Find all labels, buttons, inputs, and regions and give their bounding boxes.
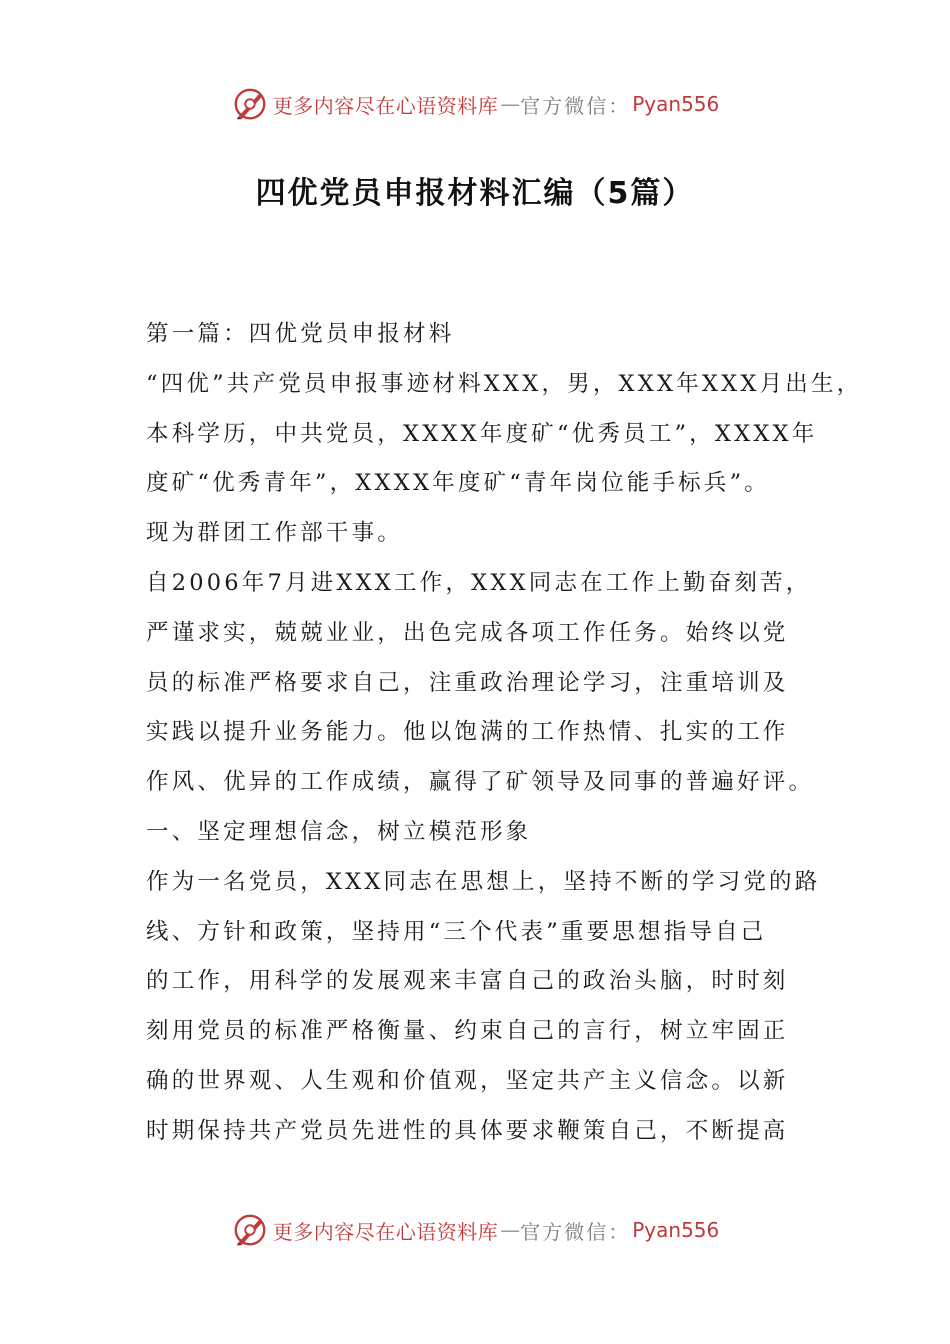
body-line: 本科学历，中共党员，XXXX年度矿“优秀员工”，XXXX年 [146, 420, 818, 447]
body-line: 作风、优异的工作成绩，赢得了矿领导及同事的普遍好评。 [146, 769, 815, 796]
body-line: 时期保持共产党员先进性的具体要求鞭策自己，不断提高 [146, 1117, 789, 1144]
document-title: 四优党员申报材料汇编（5篇） [255, 176, 695, 211]
header-banner [0, 82, 950, 126]
body-line: “四优”共产党员申报事迹材料XXX，男，XXX年XXX月出生， [146, 370, 863, 397]
body-line: 严谨求实，兢兢业业，出色完成各项工作任务。始终以党 [146, 619, 789, 646]
body-line: 一、坚定理想信念，树立模范形象 [146, 818, 532, 845]
body-line: 线、方针和政策，坚持用“三个代表”重要思想指导自己 [146, 918, 767, 945]
body-line: 确的世界观、人生观和价值观，坚定共产主义信念。以新 [146, 1067, 789, 1094]
pen-logo-icon [231, 1211, 269, 1249]
body-line: 刻用党员的标准严格衡量、约束自己的言行，树立牢固正 [146, 1018, 789, 1045]
body-line: 实践以提升业务能力。他以饱满的工作热情、扎实的工作 [146, 719, 789, 746]
header-brand-text: 更多内容尽在心语资料库 [272, 93, 499, 118]
footer-dash: — [500, 1218, 519, 1242]
body-line: 度矿“优秀青年”，XXXX年度矿“青年岗位能手标兵”。 [146, 470, 770, 497]
footer-brand-text: 更多内容尽在心语资料库 [272, 1219, 499, 1244]
body-line: 员的标准严格要求自己，注重政治理论学习，注重培训及 [146, 669, 789, 696]
body-line: 自2006年7月进XXX工作，XXX同志在工作上勤奋刻苦， [146, 569, 812, 596]
body-line: 作为一名党员，XXX同志在思想上，坚持不断的学习党的路 [146, 868, 821, 895]
pen-logo-icon [231, 85, 269, 123]
header-official-text: 官方微信： [520, 93, 631, 118]
body-line: 的工作，用科学的发展观来丰富自己的政治头脑，时时刻 [146, 968, 789, 995]
header-wechat-id: Pyan556 [632, 92, 720, 116]
footer-wechat-id: Pyan556 [632, 1218, 720, 1242]
footer-banner [0, 1208, 950, 1252]
body-line: 现为群团工作部干事。 [146, 520, 404, 547]
body-line: 第一篇：四优党员申报材料 [146, 321, 455, 347]
header-dash: — [500, 92, 519, 116]
footer-official-text: 官方微信： [520, 1219, 631, 1244]
document-body [146, 310, 863, 1157]
